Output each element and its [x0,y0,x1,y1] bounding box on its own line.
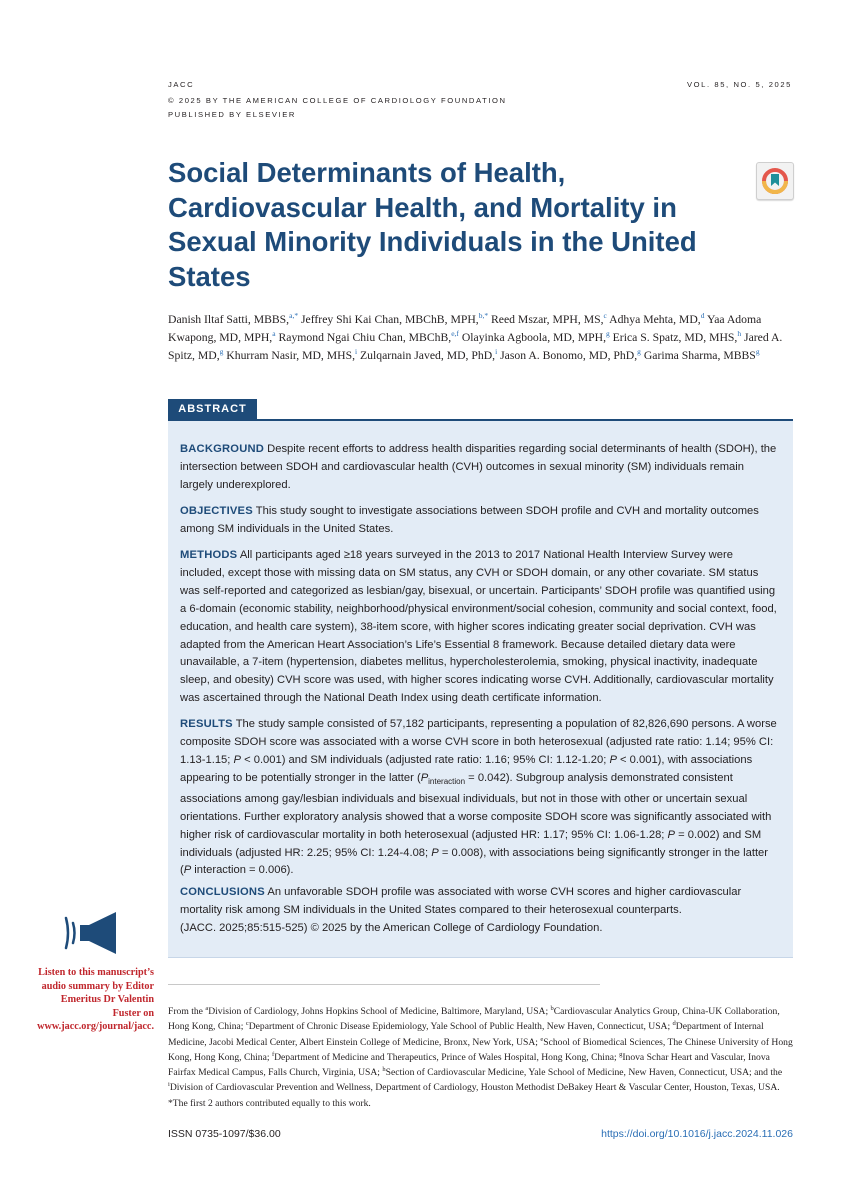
abstract-tab: ABSTRACT [168,399,257,420]
affiliation-marker: c [245,1020,249,1028]
abstract-background [180,441,780,495]
affiliation-marker: a [205,1004,209,1012]
p-value-symbol: P [183,864,192,877]
affiliation-text: School of Biomedical Sciences, The Chinese University of Hong Kong, Hong Kong, China; [168,1036,793,1063]
equal-contribution-note: *The first 2 authors contributed equally to this work. [168,1097,371,1109]
volume-issue: VOL. 85, NO. 5, 2025 [686,80,792,89]
affiliation-marker: b [550,1004,554,1012]
author-name: Olayinka Agboola, MD, MPH, [461,331,606,344]
methods-text: All participants aged ≥18 years surveyed in the 2013 to 2017 National Health Interview Survey were included, except those with missing data on SM status, any CVH or SDOH domain, or any other covariate. SM status was self-reported and categorized as lesbian/gay, bisexual, or uncertain. Participants’ SDOH profile was quantified using a 6-domain (economic stability, neighborhood/physical environment/social cohesion, community and social context, food, education, and health care system), 38-item score, with higher scores indicating greater social deprivation. CVH was adapted from the American Heart Association’s Life’s Essential 8 framework. Because detailed dietary data were unavailable, a 7-item (hypertension, diabetes mellitus, hypercholesterolemia, smoking, physical inactivity, inadequate sleep, and obesity) CVH score was used, with higher scores indicating worse CVH. Additionally, cardiovascular mortality was ascertained through the National Death Index using death certificate information. [180,549,777,705]
author-name: Jared A. Spitz, MD, [168,331,783,362]
author-affiliation-marker: g [606,329,610,339]
affiliation-text: Division of Cardiovascular Prevention and Wellness, Department of Cardiology, Houston Methodist DeBakey Heart & Vascular Center, Houston, Texas, USA. [169,1082,780,1094]
abstract-objectives [180,503,780,539]
citation-line: (JACC. 2025;85:515-525) © 2025 by the American College of Cardiology Foundation. [180,921,603,934]
abstract-conclusions [180,884,780,938]
author-affiliation-marker: c [603,311,607,321]
conclusions-heading: CONCLUSIONS [180,886,265,898]
p-value-symbol: P [420,771,429,784]
author-name: Erica S. Spatz, MD, MHS, [612,331,738,344]
p-value-symbol: P [431,846,439,859]
author-affiliation-marker: e,f [451,329,459,339]
affiliation-text: Department of Chronic Disease Epidemiology, Yale School of Public Health, New Haven, Connecticut, USA; [248,1021,673,1033]
author-affiliation-marker: g [637,347,641,357]
audio-summary-button[interactable] [64,908,122,963]
affiliation-text: Section of Cardiovascular Medicine, Yale School of Medicine, New Haven, Connecticut, USA; [385,1067,755,1079]
affiliation-text: Cardiovascular Analytics Group, China-UK Collaboration, Hong Kong, China; [168,1006,780,1033]
affiliation-text: Department of Internal Medicine, Jacobi Medical Center, Albert Einstein College of Medicine, Bronx, New York, USA; [168,1021,764,1048]
affiliation-marker: i [168,1081,170,1089]
background-text: Despite recent efforts to address health disparities regarding social determinants of health (SDOH), the intersection between SDOH and cardiovascular health (CVH) outcomes in sexual minority (SM) individuals remain largely underexplored. [180,443,777,491]
affiliation-text: Department of Medicine and Therapeutics, Prince of Wales Hospital, Hong Kong, China; [274,1051,620,1063]
journal-name: JACC [168,80,195,89]
issn-line: ISSN 0735-1097/$36.00 [168,1128,281,1140]
results-text: = 0.042). Subgroup analysis demonstrated consistent associations among gay/lesbian individuals and bisexual individuals, but not in those with other or uncertain sexual orientations. Further exploratory analysis showed that a worse composite SDOH score was significantly associated with higher risk of cardiovascular mortality in both heterosexual (adjusted HR: 1.17; 95% CI: 1.06-1.28; [180,771,772,841]
author-name: Khurram Nasir, MD, MHS, [226,349,356,362]
results-text: interaction = 0.006). [191,864,294,877]
author-name: Zulqarnain Javed, MD, PhD, [360,349,496,362]
author-name: Reed Mszar, MPH, MS, [491,313,604,326]
author-affiliation-marker: a,* [289,311,299,321]
affiliations [168,1004,793,1111]
objectives-heading: OBJECTIVES [180,505,253,517]
speaker-icon [64,908,122,958]
author-affiliation-marker: i [355,347,358,357]
author-name: Jason A. Bonomo, MD, PhD, [500,349,638,362]
author-affiliation-marker: i [495,347,498,357]
objectives-text: This study sought to investigate associations between SDOH profile and CVH and mortality outcomes among SM individuals in the United States. [180,505,759,535]
author-name: Adhya Mehta, MD, [609,313,701,326]
author-name: Raymond Ngai Chiu Chan, MBChB, [278,331,452,344]
affiliation-divider [168,984,600,985]
abstract-divider [168,419,793,421]
affiliation-marker: g [619,1050,623,1058]
abstract-methods [180,547,780,708]
author-affiliation-marker: d [700,311,705,321]
results-text: < 0.001), with associations appearing to be potentially stronger in the latter ( [180,753,753,784]
affiliation-lead: and the [754,1067,783,1079]
methods-heading: METHODS [180,549,238,561]
author-name: Garima Sharma, MBBS [643,349,756,362]
publisher-line: PUBLISHED BY ELSEVIER [168,110,296,119]
author-name: Danish Iltaf Satti, MBBS, [168,313,290,326]
results-text: = 0.008), with associations being significantly stronger in the latter ( [180,846,768,877]
affiliation-marker: f [271,1050,275,1058]
affiliation-marker: e [540,1035,544,1043]
p-value-symbol: P [667,828,675,841]
author-affiliation-marker: b,* [478,311,489,321]
affiliation-lead: From the [168,1006,206,1017]
crossmark-icon [761,167,789,195]
author-affiliation-marker: a [272,329,276,339]
author-list [168,311,793,365]
results-heading: RESULTS [180,718,233,730]
crossmark-button[interactable] [756,162,794,200]
results-text: = 0.002) and SM individuals (adjusted HR: 2.25; 95% CI: 1.24-4.08; [180,828,762,859]
author-affiliation-marker: g [755,347,760,357]
article-title: Social Determinants of Health, Cardiovascular Health, and Mortality in Sexual Minority Individuals in the United States [168,157,697,292]
p-value-symbol: P [233,753,241,766]
doi-link[interactable]: https://doi.org/10.1016/j.jacc.2024.11.026 [601,1128,793,1140]
conclusions-text: An unfavorable SDOH profile was associated with worse CVH scores and higher cardiovascular mortality risk among SM individuals in the United States compared to their heterosexual counterparts. [180,886,742,916]
copyright-line: © 2025 BY THE AMERICAN COLLEGE OF CARDIOLOGY FOUNDATION [168,96,507,105]
affiliation-marker: h [382,1066,386,1073]
author-affiliation-marker: h [737,329,742,339]
author-affiliation-marker: g [219,347,224,357]
author-name: Yaa Adoma Kwapong, MD, MPH, [168,313,762,344]
audio-summary-note: Listen to this manuscript’s audio summary by Editor Emeritus Dr Valentin Fuster on www.jacc.org/journal/jacc. [37,967,154,1032]
results-text: < 0.001) and SM individuals (adjusted rate ratio: 1.16; 95% CI: 1.12-1.20; [240,753,610,766]
affiliation-text: Division of Cardiology, Johns Hopkins School of Medicine, Baltimore, Maryland, USA; [208,1006,551,1017]
p-value-symbol: P [609,753,617,766]
author-name: Jeffrey Shi Kai Chan, MBChB, MPH, [301,313,479,326]
background-heading: BACKGROUND [180,443,265,455]
abstract-results [180,716,780,880]
interaction-subscript: interaction [428,776,466,786]
results-text: The study sample consisted of 57,182 participants, representing a population of 82,826,690 persons. A worse composite SDOH score was associated with a worse CVH score in both heterosexual (adjusted rate ratio: 1.14; 95% CI: 1.13-1.15; [180,718,777,766]
affiliation-marker: d [672,1020,676,1028]
affiliation-text: Inova Schar Heart and Vascular, Inova Fairfax Medical Campus, Falls Church, Virginia, USA; [168,1051,770,1079]
